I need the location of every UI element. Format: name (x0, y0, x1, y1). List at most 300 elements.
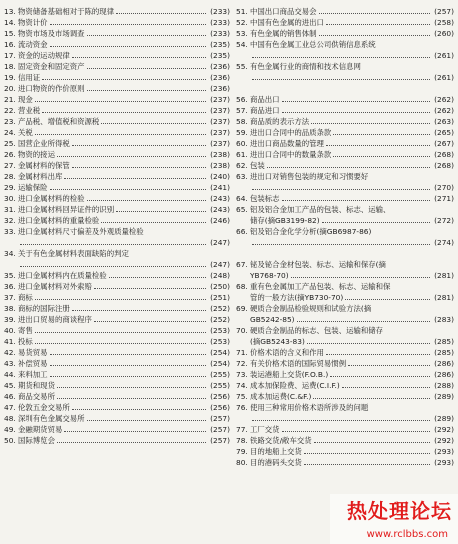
toc-entry[interactable] (4, 413, 230, 424)
leader-dots (109, 277, 206, 278)
toc-page-number: (251) (210, 293, 230, 302)
toc-entry-number: 19. (4, 73, 16, 82)
toc-page-number: (254) (210, 348, 230, 357)
toc-entry[interactable] (236, 402, 454, 413)
leader-dots (87, 35, 206, 36)
toc-entry[interactable] (236, 325, 454, 336)
toc-page-number: (247) (210, 260, 230, 269)
toc-entry[interactable] (236, 171, 454, 182)
toc-entry-title: 包装标志 (250, 194, 280, 203)
toc-page-number: (262) (434, 106, 454, 115)
toc-entry[interactable] (4, 303, 230, 314)
toc-page-number: (248) (210, 271, 230, 280)
leader-dots (101, 123, 206, 124)
toc-page-number: (289) (434, 414, 454, 423)
toc-page-number: (293) (434, 458, 454, 467)
toc-page-number: (285) (434, 337, 454, 346)
toc-entry-number: 29. (4, 183, 16, 192)
toc-entry-number: 48. (4, 414, 16, 423)
leader-dots (333, 134, 430, 135)
toc-entry-number: 35. (4, 271, 16, 280)
toc-entry-title: 营业税 (18, 106, 41, 115)
leader-dots (304, 464, 430, 465)
toc-entry-title: GB5242-85) (250, 315, 295, 324)
leader-dots (72, 167, 206, 168)
leader-dots (35, 343, 206, 344)
toc-page-number: (289) (434, 392, 454, 401)
leader-dots (252, 57, 430, 58)
leader-dots (348, 365, 430, 366)
leader-dots (72, 409, 206, 410)
toc-entry[interactable] (236, 94, 454, 105)
toc-page-number: (257) (210, 436, 230, 445)
toc-entry[interactable] (236, 105, 454, 116)
leader-dots (50, 24, 206, 25)
leader-dots (50, 189, 206, 190)
toc-entry-number: 25. (4, 139, 16, 148)
toc-entry-title: 国营企业所得税 (18, 139, 70, 148)
toc-page-number: (272) (434, 216, 454, 225)
toc-entry-title: 进口金属材料的重量检验 (18, 216, 100, 225)
toc-page-number: (257) (434, 7, 454, 16)
toc-page-number: (235) (210, 51, 230, 60)
toc-entry-title: 商品质的表示方法 (250, 117, 310, 126)
toc-entry[interactable] (236, 435, 454, 446)
leader-dots (42, 112, 206, 113)
toc-entry[interactable] (4, 270, 230, 281)
toc-entry[interactable] (236, 17, 454, 28)
toc-page-number: (237) (210, 117, 230, 126)
toc-entry[interactable] (236, 457, 454, 468)
toc-page-number: (292) (434, 425, 454, 434)
toc-entry-title: 中国有色金属的进出口 (250, 18, 324, 27)
toc-entry-number: 59. (236, 128, 248, 137)
toc-entry[interactable] (236, 138, 454, 149)
toc-entry-number: 78. (236, 436, 248, 445)
toc-page-number: (237) (210, 128, 230, 137)
toc-page-number: (238) (210, 161, 230, 170)
leader-dots (297, 321, 430, 322)
toc-entry-number: 53. (236, 29, 248, 38)
toc-entry-number: 18. (4, 62, 16, 71)
toc-page-number: (286) (434, 370, 454, 379)
toc-entry[interactable] (4, 226, 230, 237)
leader-dots (35, 332, 206, 333)
toc-entry[interactable] (236, 149, 454, 160)
leader-dots (314, 442, 430, 443)
leader-dots (116, 211, 206, 212)
toc-entry[interactable] (4, 204, 230, 215)
toc-entry[interactable] (4, 380, 230, 391)
toc-entry[interactable] (4, 248, 230, 259)
toc-entry[interactable] (4, 402, 230, 413)
leader-dots (333, 156, 430, 157)
toc-page-number: (256) (210, 392, 230, 401)
toc-entry-number: 52. (236, 18, 248, 27)
toc-page-number: (237) (210, 95, 230, 104)
leader-dots (35, 134, 206, 135)
toc-entry-title: 流动资金 (18, 40, 48, 49)
toc-page-number: (267) (434, 139, 454, 148)
leader-dots (326, 24, 430, 25)
toc-page-number: (261) (434, 51, 454, 60)
toc-entry[interactable] (4, 94, 230, 105)
toc-entry-title: 有色金属行业的商情和技术信息网 (250, 62, 361, 71)
toc-page-number: (255) (210, 370, 230, 379)
toc-entry-title: 进口金属材料对外索赔 (18, 282, 92, 291)
toc-entry-title: 进口金属材料内在质量检验 (18, 271, 107, 280)
leader-dots (20, 244, 206, 245)
toc-entry-number: 72. (236, 359, 248, 368)
toc-entry[interactable] (236, 259, 454, 270)
toc-page-number: (236) (210, 62, 230, 71)
toc-page-number: (285) (434, 348, 454, 357)
toc-entry[interactable] (236, 226, 454, 237)
toc-entry[interactable] (4, 105, 230, 116)
toc-page-number: (247) (210, 238, 230, 247)
toc-entry[interactable] (4, 28, 230, 39)
toc-entry[interactable] (4, 83, 230, 94)
toc-entry-number: 65. (236, 205, 248, 214)
toc-entry-number: 55. (236, 62, 248, 71)
toc-entry-number: 26. (4, 150, 16, 159)
leader-dots (252, 189, 430, 190)
toc-page-number: (243) (210, 205, 230, 214)
toc-entry[interactable] (4, 127, 230, 138)
leader-dots (57, 442, 206, 443)
toc-entry[interactable] (4, 116, 230, 127)
toc-entry-number: 76. (236, 403, 248, 412)
leader-dots (252, 420, 430, 421)
leader-dots (319, 35, 430, 36)
toc-page-number: (268) (434, 150, 454, 159)
toc-page-number: (257) (210, 414, 230, 423)
leader-dots (57, 156, 206, 157)
leader-dots (72, 57, 206, 58)
toc-entry-number: 44. (4, 370, 16, 379)
leader-dots (72, 145, 206, 146)
toc-entry-continuation (4, 259, 230, 270)
toc-entry[interactable] (236, 270, 454, 281)
toc-entry-number: 43. (4, 359, 16, 368)
toc-entry-number: 15. (4, 29, 16, 38)
toc-entry-title: 金属材料出库 (18, 172, 63, 181)
toc-entry[interactable] (4, 138, 230, 149)
toc-entry[interactable] (4, 391, 230, 402)
toc-entry-title: 深圳有色金属交易所 (18, 414, 85, 423)
leader-dots (50, 376, 206, 377)
toc-entry-title: 寄售 (18, 326, 33, 335)
toc-entry-number: 67. (236, 260, 248, 269)
toc-entry-number: 16. (4, 40, 16, 49)
toc-page-number: (288) (434, 381, 454, 390)
toc-entry-title: 中国出口商品交易会 (250, 7, 317, 16)
leader-dots (42, 79, 206, 80)
toc-page-number: (283) (434, 315, 454, 324)
toc-entry-title: 重有色金属加工产品包装、标志、运输和保 (250, 282, 391, 291)
toc-entry-title: 进口物资的作价原则 (18, 84, 85, 93)
toc-entry[interactable] (236, 347, 454, 358)
toc-entry[interactable] (236, 215, 454, 226)
toc-entry-title: 硬质合金制品检验规则和试验方法(摘 (250, 304, 372, 313)
toc-entry[interactable] (4, 435, 230, 446)
toc-page-number: (255) (210, 381, 230, 390)
toc-entry-title: 进口金属材料的检验 (18, 194, 85, 203)
leader-dots (342, 387, 430, 388)
toc-page-number: (236) (210, 84, 230, 93)
toc-entry[interactable] (236, 39, 454, 50)
toc-entry-number: 27. (4, 161, 16, 170)
toc-page-number: (243) (210, 194, 230, 203)
toc-entry-continuation (4, 237, 230, 248)
toc-entry-title: 易货贸易 (18, 348, 48, 357)
toc-page-number: (241) (210, 183, 230, 192)
leader-dots (307, 343, 430, 344)
toc-entry[interactable] (4, 39, 230, 50)
leader-dots (94, 288, 206, 289)
toc-entry-title: 金属材料的保管 (18, 161, 70, 170)
toc-entry[interactable] (236, 281, 454, 292)
toc-entry[interactable] (4, 50, 230, 61)
toc-page-number: (261) (434, 73, 454, 82)
toc-entry-number: 41. (4, 337, 16, 346)
toc-entry-title: 储存(摘GB3199-82) (250, 216, 320, 225)
toc-page-number: (262) (434, 95, 454, 104)
toc-page-number: (236) (210, 73, 230, 82)
toc-page-number: (237) (210, 139, 230, 148)
toc-entry[interactable] (4, 215, 230, 226)
leader-dots (282, 200, 430, 201)
toc-page-number: (265) (434, 128, 454, 137)
toc-entry-title: 商标的国际注册 (18, 304, 70, 313)
leader-dots (20, 266, 206, 267)
toc-page-number: (233) (210, 18, 230, 27)
toc-entry[interactable] (4, 182, 230, 193)
toc-entry-continuation (236, 50, 454, 61)
toc-entry-number: 77. (236, 425, 248, 434)
leader-dots (72, 310, 206, 311)
toc-entry[interactable] (4, 325, 230, 336)
toc-entry[interactable] (236, 446, 454, 457)
toc-entry[interactable] (4, 171, 230, 182)
toc-entry[interactable] (236, 358, 454, 369)
toc-left-column (4, 6, 230, 446)
toc-entry[interactable] (4, 347, 230, 358)
toc-entry-title: 进出口对销售包装的规定和习惯要好 (250, 172, 369, 181)
toc-entry[interactable] (4, 369, 230, 380)
toc-page-number: (238) (210, 150, 230, 159)
toc-entry[interactable] (4, 358, 230, 369)
toc-entry-number: 45. (4, 381, 16, 390)
toc-entry[interactable] (236, 28, 454, 39)
toc-entry[interactable] (236, 193, 454, 204)
toc-entry-title: 国际博览会 (18, 436, 55, 445)
toc-entry[interactable] (4, 424, 230, 435)
toc-entry-title: 商品出口 (250, 95, 280, 104)
toc-entry-number: 66. (236, 227, 248, 236)
toc-entry-title: 价格术语的含义和作用 (250, 348, 324, 357)
toc-entry[interactable] (236, 336, 454, 347)
toc-entry[interactable] (4, 336, 230, 347)
toc-entry-number: 20. (4, 84, 16, 93)
toc-entry-title: 商品交易所 (18, 392, 55, 401)
toc-page-number: (268) (434, 161, 454, 170)
toc-entry-number: 58. (236, 117, 248, 126)
toc-entry-title: 关税 (18, 128, 33, 137)
toc-page-number: (281) (434, 293, 454, 302)
toc-entry-title: 成本加保险费、运费(C.I.F.) (250, 381, 340, 390)
leader-dots (345, 299, 430, 300)
toc-page-number: (270) (434, 183, 454, 192)
leader-dots (313, 398, 430, 399)
toc-entry[interactable] (236, 6, 454, 17)
toc-entry-number: 49. (4, 425, 16, 434)
toc-entry[interactable] (4, 193, 230, 204)
toc-entry-title: 来料加工 (18, 370, 48, 379)
toc-entry[interactable] (4, 6, 230, 17)
toc-entry[interactable] (236, 369, 454, 380)
toc-page-number: (258) (434, 18, 454, 27)
toc-entry[interactable] (236, 303, 454, 314)
toc-page-number: (271) (434, 194, 454, 203)
toc-entry-title: 产品税、增值税和资源税 (18, 117, 100, 126)
toc-entry[interactable] (4, 17, 230, 28)
toc-entry-title: 固定资金和固定资产 (18, 62, 85, 71)
toc-entry-title: 包装 (250, 161, 265, 170)
toc-entry-number: 34. (4, 249, 16, 258)
toc-entry[interactable] (236, 61, 454, 72)
toc-entry-title: 装运港船上交货(F.O.B.) (250, 370, 329, 379)
toc-entry-title: 使用三种常用价格术语所涉及的问题 (250, 403, 369, 412)
toc-entry-title: 铝及铝合金加工产品的包装、标志、运输、 (250, 205, 391, 214)
toc-entry-number: 39. (4, 315, 16, 324)
watermark-logo (330, 494, 458, 544)
toc-entry-title: 商品进口 (250, 106, 280, 115)
toc-entry[interactable] (236, 127, 454, 138)
leader-dots (326, 145, 430, 146)
toc-entry-title: 运输保险 (18, 183, 48, 192)
toc-entry-title: 信用证 (18, 73, 41, 82)
toc-entry-title: 物资计价 (18, 18, 48, 27)
toc-entry-number: 23. (4, 117, 16, 126)
toc-entry[interactable] (4, 61, 230, 72)
toc-page-number: (237) (210, 106, 230, 115)
leader-dots (304, 453, 430, 454)
toc-page-number: (281) (434, 271, 454, 280)
toc-entry-number: 51. (236, 7, 248, 16)
toc-entry-title: 进出口贸易的商谈程序 (18, 315, 92, 324)
toc-entry[interactable] (4, 292, 230, 303)
toc-entry[interactable] (236, 160, 454, 171)
leader-dots (322, 222, 430, 223)
toc-entry[interactable] (4, 281, 230, 292)
toc-entry-number: 68. (236, 282, 248, 291)
toc-page-number: (235) (210, 40, 230, 49)
leader-dots (87, 68, 206, 69)
toc-entry-number: 14. (4, 18, 16, 27)
toc-entry-number: 80. (236, 458, 248, 467)
toc-page-number: (233) (210, 29, 230, 38)
toc-page-number: (263) (434, 117, 454, 126)
toc-entry-number: 36. (4, 282, 16, 291)
toc-entry-continuation (236, 413, 454, 424)
toc-entry-number: 37. (4, 293, 16, 302)
toc-entry-title: 铝及铝合金化学分析(摘GB6987-86) (250, 227, 372, 236)
toc-entry-title: 工厂交货 (250, 425, 280, 434)
toc-entry-title: YB768-70) (250, 271, 289, 280)
leader-dots (282, 112, 430, 113)
toc-entry-number: 38. (4, 304, 16, 313)
watermark-url: www.rclbbs.com (366, 529, 448, 540)
toc-entry-number: 75. (236, 392, 248, 401)
toc-entry-continuation (236, 182, 454, 193)
toc-entry[interactable] (236, 314, 454, 325)
leader-dots (311, 123, 430, 124)
toc-entry[interactable] (236, 380, 454, 391)
leader-dots (87, 420, 206, 421)
toc-page-number: (286) (434, 359, 454, 368)
toc-spacer (236, 248, 454, 259)
toc-spacer (236, 83, 454, 94)
toc-entry[interactable] (236, 391, 454, 402)
toc-entry-title: 物资的接运 (18, 150, 55, 159)
toc-page-number: (254) (210, 359, 230, 368)
leader-dots (291, 277, 430, 278)
leader-dots (116, 13, 206, 14)
toc-entry[interactable] (4, 149, 230, 160)
toc-entry-title: 金融期货贸易 (18, 425, 63, 434)
toc-page-number: (253) (210, 326, 230, 335)
leader-dots (64, 431, 206, 432)
toc-entry-number: 42. (4, 348, 16, 357)
toc-entry-number: 79. (236, 447, 248, 456)
toc-entry-number: 70. (236, 326, 248, 335)
toc-entry[interactable] (236, 116, 454, 127)
leader-dots (50, 46, 206, 47)
toc-entry-number: 56. (236, 95, 248, 104)
toc-entry-number: 64. (236, 194, 248, 203)
toc-entry[interactable] (4, 160, 230, 171)
toc-entry-number: 63. (236, 172, 248, 181)
toc-entry-number: 13. (4, 7, 16, 16)
leader-dots (101, 222, 206, 223)
leader-dots (282, 431, 430, 432)
leader-dots (57, 398, 206, 399)
toc-entry-number: 24. (4, 128, 16, 137)
toc-entry-title: 中国有色金属工业总公司供销信息系统 (250, 40, 376, 49)
toc-entry-number: 40. (4, 326, 16, 335)
leader-dots (57, 387, 206, 388)
toc-entry[interactable] (236, 292, 454, 303)
toc-page-number: (274) (434, 238, 454, 247)
toc-entry-number: 47. (4, 403, 16, 412)
toc-entry-number: 62. (236, 161, 248, 170)
toc-page-number: (252) (210, 304, 230, 313)
leader-dots (87, 200, 206, 201)
leader-dots (64, 178, 206, 179)
toc-entry-title: (摘GB5243-83) (250, 337, 305, 346)
toc-entry-number: 30. (4, 194, 16, 203)
toc-page-number: (257) (210, 425, 230, 434)
toc-entry[interactable] (236, 204, 454, 215)
toc-entry-title: 目的港码头交货 (250, 458, 302, 467)
toc-entry[interactable] (4, 314, 230, 325)
toc-page-number: (233) (210, 7, 230, 16)
toc-page-number: (252) (210, 315, 230, 324)
toc-entry[interactable] (4, 72, 230, 83)
toc-entry-title: 资金的运动规律 (18, 51, 70, 60)
toc-entry[interactable] (236, 424, 454, 435)
